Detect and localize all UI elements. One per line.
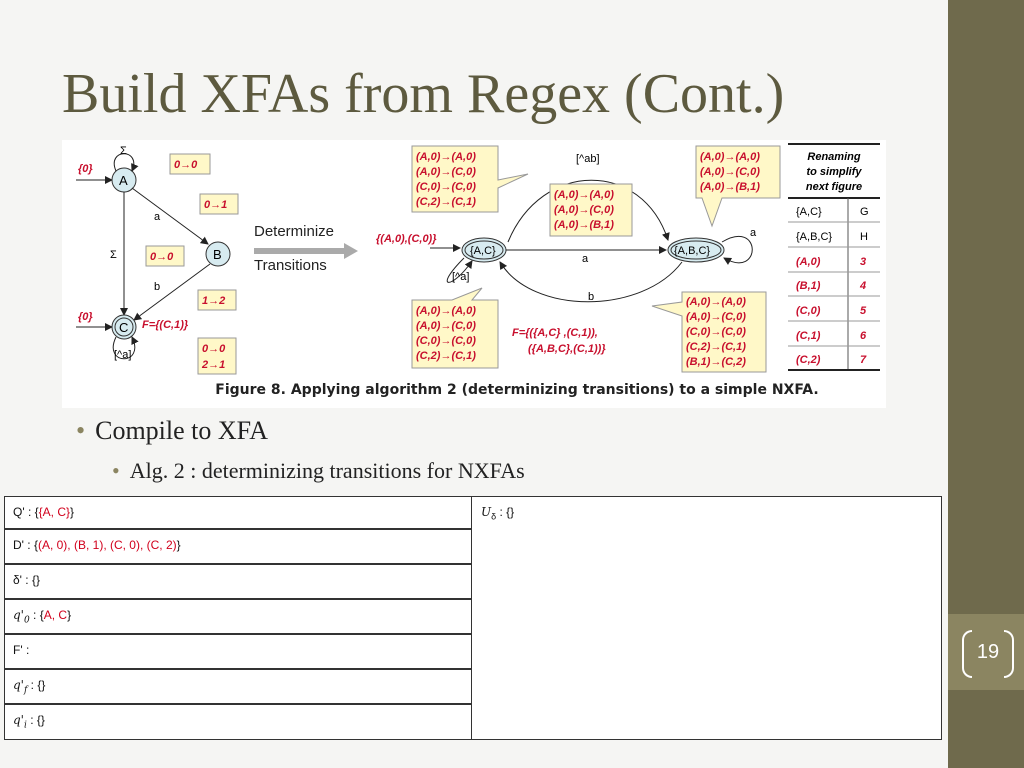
row-q0: $q'_0$ : {A, C}	[5, 600, 471, 635]
figure-caption: Figure 8. Applying algorithm 2 (determinizing transitions) to a simple NXFA.	[215, 382, 819, 398]
svg-text:0→0: 0→0	[202, 343, 226, 355]
svg-text:b: b	[588, 291, 595, 303]
svg-text:{A,B,C}: {A,B,C}	[674, 245, 711, 257]
state-a-label: A	[119, 173, 128, 188]
svg-text:4: 4	[860, 280, 867, 292]
page-number-text: 19	[976, 640, 1000, 663]
svg-text:[^a]: [^a]	[114, 349, 132, 361]
svg-text:C: C	[119, 320, 129, 335]
svg-text:(A,0): (A,0)	[796, 256, 821, 268]
svg-text:{A,C}: {A,C}	[796, 206, 822, 218]
svg-text:{0}: {0}	[78, 311, 93, 323]
bullet-dot-icon: •	[76, 416, 86, 445]
svg-text:G: G	[860, 206, 869, 218]
svg-text:(C,2)→(C,1): (C,2)→(C,1)	[416, 196, 476, 208]
bullet-level1	[76, 416, 268, 446]
svg-text:(C,0)→(C,0): (C,0)→(C,0)	[416, 335, 476, 347]
svg-text:b: b	[154, 281, 161, 293]
svg-text:2→1: 2→1	[202, 359, 226, 371]
svg-text:(C,0)→(C,0): (C,0)→(C,0)	[416, 181, 476, 193]
row-d: D' : {(A, 0), (B, 1), (C, 0), (C, 2)}	[5, 530, 471, 565]
right-bracket	[1004, 630, 1014, 678]
bullet-level1-text: Compile to XFA	[95, 416, 268, 445]
svg-text:0→1: 0→1	[204, 199, 228, 211]
slide-title: Build XFAs from Regex (Cont.)	[62, 63, 785, 125]
figure-8	[62, 140, 886, 408]
svg-text:H: H	[860, 231, 868, 243]
svg-text:(C,2)→(C,1): (C,2)→(C,1)	[416, 350, 476, 362]
u-delta-cell: $U_\delta$ : {}	[481, 505, 515, 522]
svg-text:a: a	[582, 253, 589, 265]
svg-text:Determinize: Determinize	[254, 223, 335, 240]
svg-text:Renaming: Renaming	[807, 151, 861, 163]
svg-text:F={({A,C} ,(C,1)),: F={({A,C} ,(C,1)),	[512, 327, 598, 339]
svg-text:(A,0)→(C,0): (A,0)→(C,0)	[554, 204, 614, 216]
svg-text:1→2: 1→2	[202, 295, 226, 307]
left-column	[5, 497, 472, 739]
svg-text:F={(C,1)}: F={(C,1)}	[142, 319, 189, 331]
svg-text:{A,C}: {A,C}	[470, 245, 496, 257]
svg-text:Σ: Σ	[110, 249, 117, 261]
svg-text:6: 6	[860, 330, 867, 342]
svg-text:(A,0)→(A,0): (A,0)→(A,0)	[700, 151, 760, 163]
svg-text:(A,0)→(A,0): (A,0)→(A,0)	[554, 189, 614, 201]
svg-text:7: 7	[860, 354, 867, 366]
determinize-arrow	[254, 223, 358, 274]
svg-text:(A,0)→(C,0): (A,0)→(C,0)	[700, 166, 760, 178]
svg-text:({A,B,C},(C,1))}: ({A,B,C},(C,1))}	[528, 343, 606, 355]
svg-text:(C,1): (C,1)	[796, 330, 821, 342]
left-bracket	[962, 630, 972, 678]
row-delta: δ' : {}	[5, 565, 471, 600]
svg-text:(C,2)→(C,1): (C,2)→(C,1)	[686, 341, 746, 353]
svg-text:to simplify: to simplify	[806, 166, 862, 178]
svg-text:0→0: 0→0	[174, 159, 198, 171]
svg-text:[^ab]: [^ab]	[576, 153, 600, 165]
row-qi: $q'_i$ : {}	[13, 713, 45, 731]
row-qf: $q'_f$ : {}	[5, 670, 471, 705]
xfa-components-table	[4, 496, 942, 740]
svg-text:next figure: next figure	[805, 181, 863, 193]
svg-text:(A,0)→(A,0): (A,0)→(A,0)	[416, 305, 476, 317]
dxfa-diagram	[376, 146, 780, 372]
svg-text:3: 3	[860, 256, 867, 268]
svg-text:Transitions: Transitions	[254, 257, 327, 274]
svg-text:(A,0)→(A,0): (A,0)→(A,0)	[686, 296, 746, 308]
init-a-label: {0}	[78, 163, 93, 175]
row-f: F' :	[5, 635, 471, 670]
svg-text:a: a	[154, 211, 161, 223]
svg-text:(A,0)→(C,0): (A,0)→(C,0)	[416, 166, 476, 178]
svg-text:[^a]: [^a]	[452, 271, 470, 283]
svg-text:B: B	[213, 247, 222, 262]
svg-text:0→0: 0→0	[150, 251, 174, 263]
svg-text:5: 5	[860, 305, 867, 317]
sigma-loop-label: Σ	[120, 145, 127, 157]
svg-text:{(A,0),(C,0)}: {(A,0),(C,0)}	[376, 233, 437, 245]
svg-text:{A,B,C}: {A,B,C}	[796, 231, 833, 243]
nxfa-diagram	[76, 145, 238, 374]
svg-text:(A,0)→(B,1): (A,0)→(B,1)	[700, 181, 760, 193]
page-number	[962, 630, 1014, 674]
svg-text:(A,0)→(C,0): (A,0)→(C,0)	[416, 320, 476, 332]
row-q: Q' : {{A, C}}	[5, 497, 471, 530]
svg-text:(A,0)→(B,1): (A,0)→(B,1)	[554, 219, 614, 231]
svg-text:(A,0)→(C,0): (A,0)→(C,0)	[686, 311, 746, 323]
renaming-table	[788, 144, 880, 370]
bullet-level2	[112, 458, 525, 484]
svg-text:a: a	[750, 227, 757, 239]
bullet-level2-text: Alg. 2 : determinizing transitions for NXFAs	[129, 458, 525, 483]
figure-diagram	[62, 140, 886, 408]
bullet-dot-icon: •	[112, 458, 120, 483]
svg-text:(A,0)→(A,0): (A,0)→(A,0)	[416, 151, 476, 163]
svg-text:(C,0)→(C,0): (C,0)→(C,0)	[686, 326, 746, 338]
svg-text:(C,0): (C,0)	[796, 305, 821, 317]
svg-text:(B,1)→(C,2): (B,1)→(C,2)	[686, 356, 746, 368]
svg-text:(C,2): (C,2)	[796, 354, 821, 366]
svg-text:(B,1): (B,1)	[796, 280, 821, 292]
